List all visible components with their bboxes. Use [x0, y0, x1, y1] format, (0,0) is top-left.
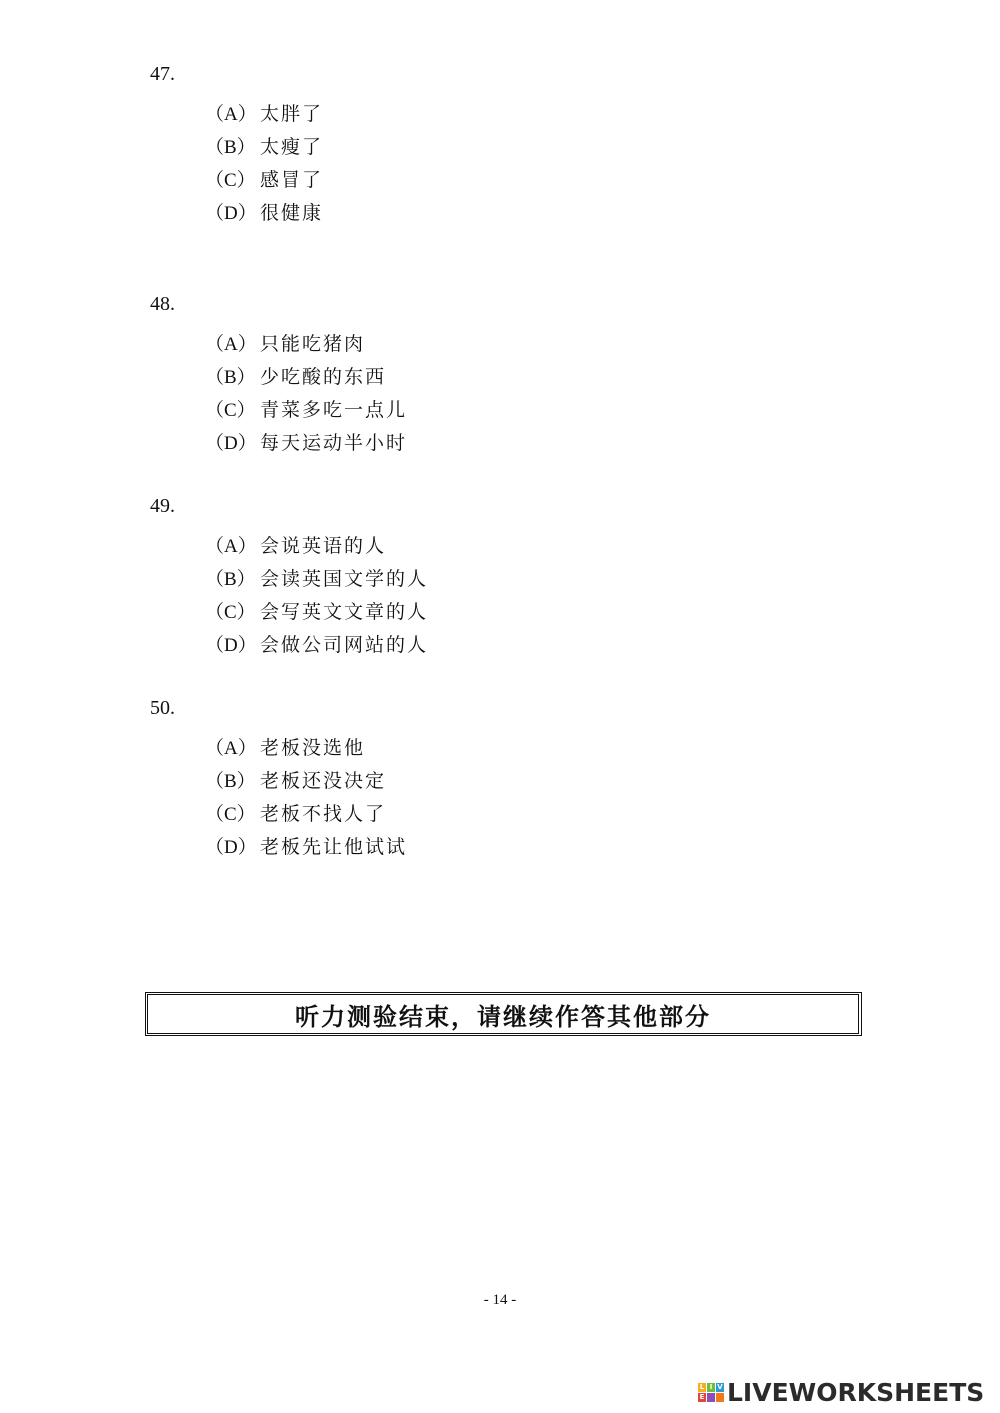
- option-a[interactable]: [205, 96, 323, 129]
- option-list: [205, 730, 407, 862]
- option-a[interactable]: [205, 528, 428, 561]
- question-49: [150, 494, 428, 660]
- brand-icon-cell: E: [699, 1393, 705, 1401]
- option-letter: （C）: [205, 602, 256, 623]
- option-d[interactable]: [205, 829, 407, 862]
- option-text: 太胖了: [260, 103, 324, 125]
- option-a[interactable]: [205, 326, 407, 359]
- option-text: 少吃酸的东西: [260, 366, 387, 388]
- option-d[interactable]: [205, 627, 428, 660]
- question-number: 49.: [150, 495, 175, 517]
- option-text: 感冒了: [260, 169, 324, 191]
- question-50: [150, 696, 407, 862]
- option-text: 会写英文文章的人: [260, 601, 429, 623]
- option-letter: （D）: [205, 433, 257, 454]
- brand-name: LIVEWORKSHEETS: [727, 1378, 985, 1407]
- question-48: [150, 292, 407, 458]
- option-b[interactable]: [205, 129, 323, 162]
- listening-end-notice: 听力测验结束，请继续作答其他部分: [145, 992, 862, 1036]
- option-letter: （A）: [205, 536, 257, 557]
- option-a[interactable]: [205, 730, 407, 763]
- question-47: [150, 62, 323, 228]
- option-letter: （C）: [205, 400, 256, 421]
- option-text: 老板还没决定: [260, 770, 387, 792]
- option-text: 太瘦了: [260, 136, 324, 158]
- option-letter: （B）: [205, 137, 256, 158]
- option-letter: （A）: [205, 334, 257, 355]
- brand-icon-cell: L: [699, 1383, 705, 1391]
- option-c[interactable]: [205, 392, 407, 425]
- liveworksheets-logo: [698, 1378, 984, 1407]
- option-text: 会说英语的人: [260, 535, 387, 557]
- brand-icon-cell: [716, 1393, 724, 1402]
- option-c[interactable]: [205, 162, 323, 195]
- option-letter: （B）: [205, 771, 256, 792]
- option-text: 会做公司网站的人: [260, 634, 429, 656]
- option-list: [205, 326, 407, 458]
- option-letter: （A）: [205, 738, 257, 759]
- brand-icon: [698, 1383, 724, 1402]
- option-text: 老板不找人了: [260, 803, 387, 825]
- option-c[interactable]: [205, 594, 428, 627]
- option-letter: （D）: [205, 203, 257, 224]
- option-letter: （B）: [205, 569, 256, 590]
- option-letter: （C）: [205, 804, 256, 825]
- option-letter: （C）: [205, 170, 256, 191]
- option-letter: （B）: [205, 367, 256, 388]
- question-number: 50.: [150, 697, 175, 719]
- option-d[interactable]: [205, 425, 407, 458]
- option-text: 老板先让他试试: [260, 836, 408, 858]
- question-number: 47.: [150, 63, 175, 85]
- question-number: 48.: [150, 293, 175, 315]
- option-text: 只能吃猪肉: [260, 333, 366, 355]
- option-text: 青菜多吃一点儿: [260, 399, 408, 421]
- option-text: 每天运动半小时: [260, 432, 408, 454]
- option-text: 会读英国文学的人: [260, 568, 429, 590]
- page-number: - 14 -: [483, 1292, 517, 1308]
- option-letter: （A）: [205, 104, 257, 125]
- option-b[interactable]: [205, 561, 428, 594]
- option-list: [205, 96, 323, 228]
- option-d[interactable]: [205, 195, 323, 228]
- option-text: 老板没选他: [260, 737, 366, 759]
- brand-icon-cell: [707, 1393, 715, 1402]
- brand-icon-cell: V: [717, 1383, 723, 1391]
- option-letter: （D）: [205, 837, 257, 858]
- option-text: 很健康: [260, 202, 324, 224]
- option-c[interactable]: [205, 796, 407, 829]
- option-b[interactable]: [205, 359, 407, 392]
- option-list: [205, 528, 428, 660]
- option-letter: （D）: [205, 635, 257, 656]
- brand-icon-cell: I: [707, 1383, 715, 1392]
- option-b[interactable]: [205, 763, 407, 796]
